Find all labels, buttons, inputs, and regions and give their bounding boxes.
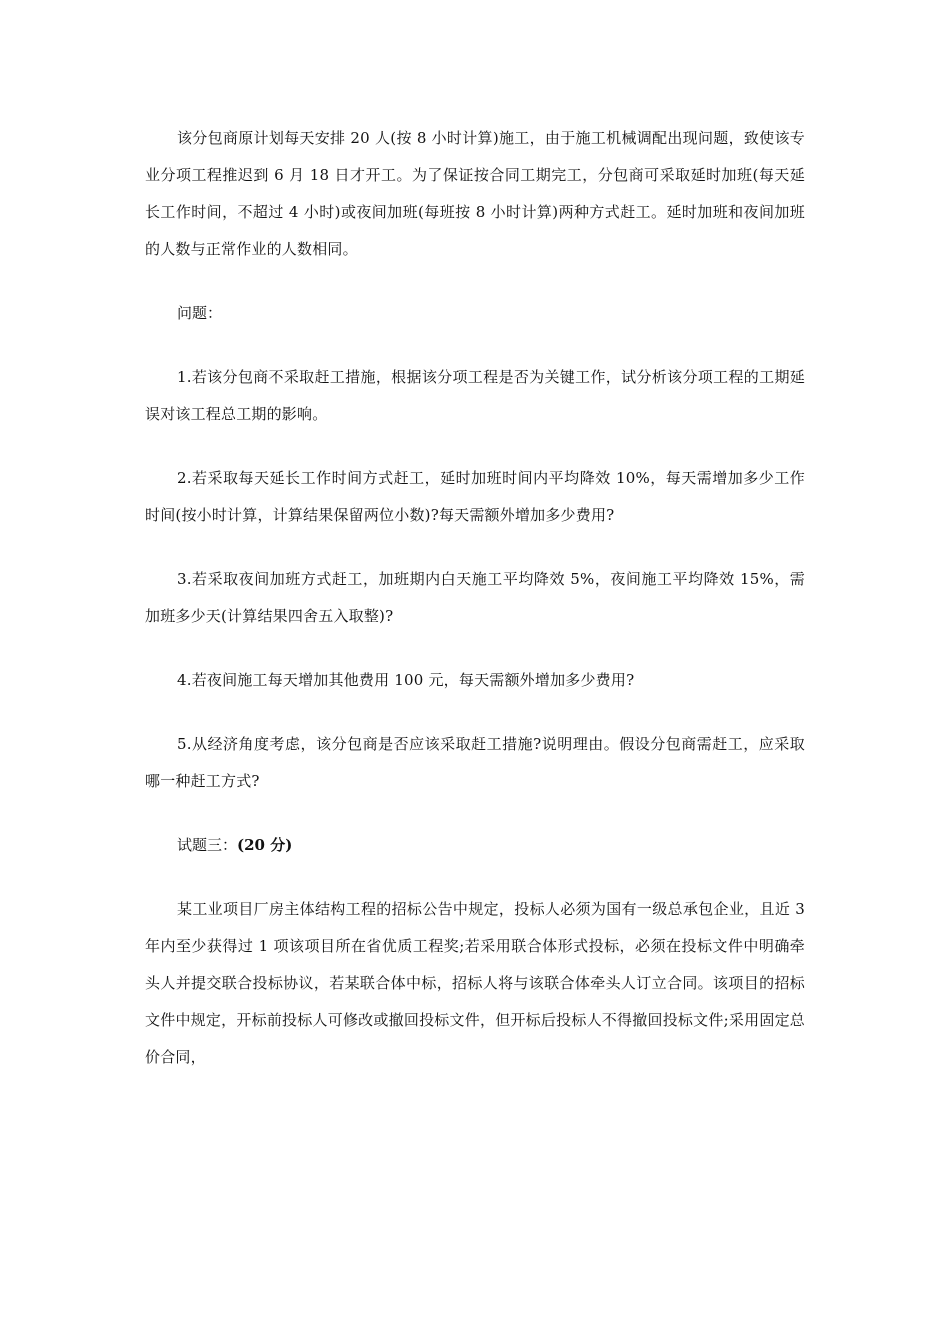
question-2: 2.若采取每天延长工作时间方式赶工，延时加班时间内平均降效 10%，每天需增加多少工作时间(按小时计算，计算结果保留两位小数)?每天需额外增加多少费用? (145, 469, 805, 524)
section-3-body: 某工业项目厂房主体结构工程的招标公告中规定，投标人必须为国有一级总承包企业，且近 3 年内至少获得过 1 项该项目所在省优质工程奖;若采用联合体形式投标，必须在投标文件中明确牵头人并提交联合投标协议，若某联合体中标，招标人将与该联合体牵头人订立合同。该项目的招标文件中规定，开标前投标人可修改或撤回投标文件，但开标后投标人不得撤回投标文件;采用固定总价合同， (145, 900, 805, 1066)
intro-paragraph: 该分包商原计划每天安排 20 人(按 8 小时计算)施工，由于施工机械调配出现问题，致使该专业分项工程推迟到 6 月 18 日才开工。为了保证按合同工期完工，分包商可采取延时加班(每天延长工作时间，不超过 4 小时)或夜间加班(每班按 8 小时计算)两种方式赶工。延时加班和夜间加班的人数与正常作业的人数相同。 (145, 129, 805, 258)
section-3-heading (145, 827, 805, 864)
question-3: 3.若采取夜间加班方式赶工，加班期内白天施工平均降效 5%，夜间施工平均降效 15%，需加班多少天(计算结果四舍五入取整)? (145, 570, 805, 625)
document-body (145, 120, 805, 1103)
section-3-score: (20 分) (237, 836, 293, 854)
questions-heading: 问题： (177, 304, 223, 322)
section-3-label: 试题三： (177, 836, 238, 854)
question-1: 1.若该分包商不采取赶工措施，根据该分项工程是否为关键工作，试分析该分项工程的工期延误对该工程总工期的影响。 (145, 368, 805, 423)
question-4: 4.若夜间施工每天增加其他费用 100 元，每天需额外增加多少费用? (177, 671, 635, 689)
question-5: 5.从经济角度考虑，该分包商是否应该采取赶工措施?说明理由。假设分包商需赶工，应采取哪一种赶工方式? (145, 735, 805, 790)
